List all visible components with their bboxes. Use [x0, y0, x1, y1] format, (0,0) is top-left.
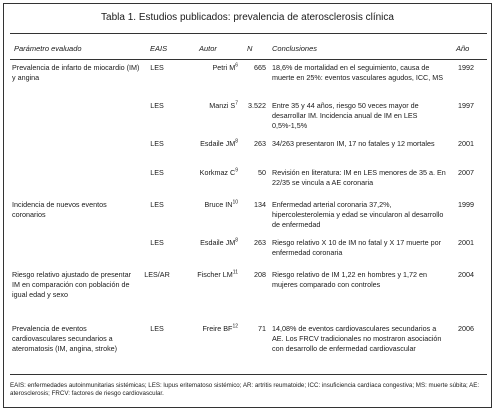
row-eais: LES/AR [144, 270, 170, 279]
row-autor [174, 200, 238, 210]
header-autor: Autor [199, 44, 217, 53]
row-eais: LES [150, 139, 164, 148]
row-conclusion: 18,6% de mortalidad en el seguimiento, causa de muerte en 25%: eventos vasculares agudos, ICC, MS [272, 63, 443, 82]
author-name: Bruce IN [204, 200, 233, 209]
row-param: Prevalencia de eventos cardiovasculares secundarios a ateromatosis (IM, angina, stroke) [12, 324, 118, 353]
row-n: 263 [254, 238, 266, 247]
row-param: Riesgo relativo ajustado de presentar IM en comparación con población de igual edad y sexo [12, 270, 132, 299]
row-year: 1999 [458, 200, 474, 209]
reference-number: 12 [232, 323, 238, 330]
row-year: 2006 [458, 324, 474, 333]
table-title: Tabla 1. Estudios publicados: prevalencia de aterosclerosis clínica [101, 12, 394, 23]
row-n: 71 [258, 324, 266, 333]
row-eais: LES [150, 63, 164, 72]
author-name: Petri M [212, 63, 236, 72]
row-year: 2004 [458, 270, 474, 279]
table-rule-end [10, 374, 487, 375]
row-conclusion: Revisión en literatura: IM en LES menores de 35 a. En 22/35 se vincula a AE coronaria [272, 168, 446, 187]
row-autor [174, 101, 238, 111]
header-param: Parámetro evaluado [14, 44, 82, 53]
reference-number: 8 [235, 237, 238, 244]
reference-number: 7 [235, 100, 238, 107]
header-ano: Año [456, 44, 470, 53]
author-name: Esdaile JM [200, 139, 236, 148]
header-n: N [247, 44, 253, 53]
author-name: Manzi S [209, 101, 236, 110]
header-concl: Conclusiones [272, 44, 318, 53]
row-conclusion: Riesgo relativo X 10 de IM no fatal y X 17 muerte por enfermedad coronaria [272, 238, 441, 257]
row-autor [174, 324, 238, 334]
row-n: 50 [258, 168, 266, 177]
row-autor [174, 270, 238, 280]
row-n: 263 [254, 139, 266, 148]
row-year: 2007 [458, 168, 474, 177]
row-param: Incidencia de nuevos eventos coronarios [12, 200, 107, 219]
row-year: 1992 [458, 63, 474, 72]
row-autor [174, 139, 238, 149]
row-conclusion: Riesgo relativo de IM 1,22 en hombres y 1,72 en mujeres comparado con controles [272, 270, 428, 289]
author-name: Esdaile JM [200, 238, 236, 247]
row-eais: LES [150, 168, 164, 177]
reference-number: 6 [235, 62, 238, 69]
row-autor [174, 63, 238, 73]
row-n: 134 [254, 200, 266, 209]
row-conclusion: 14,08% de eventos cardiovasculares secundarios a AE. Los FRCV tradicionales no mostraron asociación con desarrollo de enfermedad cardiovascular [272, 324, 442, 353]
row-param: Prevalencia de infarto de miocardio (IM) y angina [12, 63, 140, 82]
row-n: 3.522 [248, 101, 266, 110]
row-eais: LES [150, 238, 164, 247]
row-year: 2001 [458, 139, 474, 148]
table-frame [3, 3, 492, 408]
header-eais: EAIS [150, 44, 168, 53]
reference-number: 8 [235, 138, 238, 145]
row-autor [174, 238, 238, 248]
row-autor [174, 168, 238, 178]
row-n: 208 [254, 270, 266, 279]
header-rule-bottom [10, 59, 487, 60]
row-conclusion: 34/263 presentaron IM, 17 no fatales y 12 mortales [272, 139, 435, 148]
table-footnote: EAIS: enfermedades autoinmunitarias sistémicas; LES: lupus eritematoso sistémico; AR: artritis reumatoide; ICC: insuficiencia cardíaca congestiva; MS: muerte súbita; AE: aterosclerosis; FRCV: factores de riesgo cardiovascular. [10, 382, 480, 398]
row-eais: LES [150, 200, 164, 209]
row-conclusion: Entre 35 y 44 años, riesgo 50 veces mayor de desarrollar IM. Incidencia anual de IM en LES 0,5%-1,5% [272, 101, 419, 130]
row-conclusion: Enfermedad arterial coronaria 37,2%, hipercolesterolemia y edad se vincularon al desarrollo de enfermedad [272, 200, 444, 229]
row-year: 2001 [458, 238, 474, 247]
header-rule-top [10, 33, 487, 34]
row-eais: LES [150, 324, 164, 333]
row-eais: LES [150, 101, 164, 110]
author-name: Fischer LM [197, 270, 233, 279]
row-n: 665 [254, 63, 266, 72]
author-name: Korkmaz C [199, 168, 236, 177]
author-name: Freire BF [202, 324, 233, 333]
row-year: 1997 [458, 101, 474, 110]
reference-number: 9 [235, 167, 238, 174]
reference-number: 11 [232, 269, 238, 276]
reference-number: 10 [232, 199, 238, 206]
